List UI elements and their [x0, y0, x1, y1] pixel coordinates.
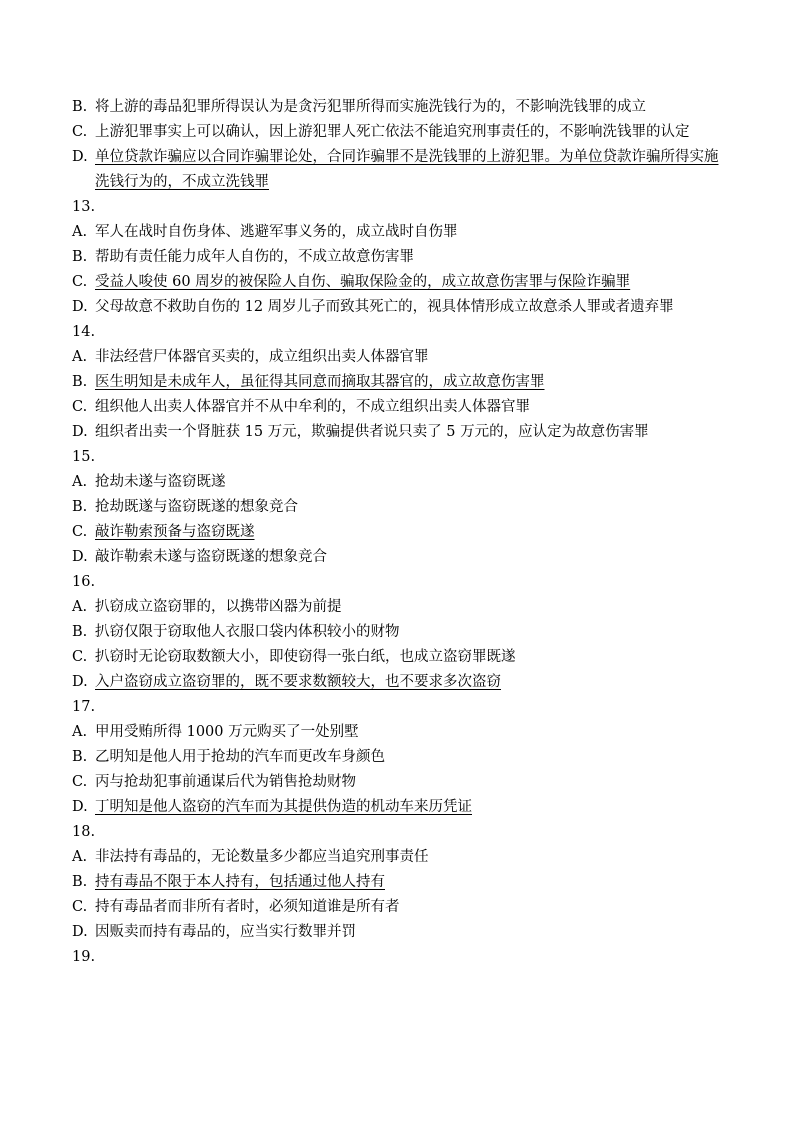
answer-option [72, 295, 728, 320]
answer-option [72, 595, 728, 620]
answer-option [72, 670, 728, 695]
option-text: 帮助有责任能力成年人自伤的，不成立故意伤害罪 [95, 249, 414, 265]
option-text: 抢劫未遂与盗窃既遂 [95, 474, 226, 490]
option-letter: C. [72, 649, 88, 665]
option-letter: B. [72, 749, 88, 765]
option-letter: D. [72, 674, 88, 690]
answer-option [72, 870, 728, 895]
option-text-underlined: 敲诈勒索预备与盗窃既遂 [95, 524, 255, 540]
answer-option [72, 245, 728, 270]
answer-option [72, 145, 728, 195]
question-number: 13. [72, 199, 96, 215]
option-letter: C. [72, 399, 88, 415]
option-text: 扒窃仅限于窃取他人衣服口袋内体积较小的财物 [95, 624, 400, 640]
question-number: 18. [72, 824, 96, 840]
option-text-underlined: 丁明知是他人盗窃的汽车而为其提供伪造的机动车来历凭证 [95, 799, 472, 815]
answer-option [72, 645, 728, 670]
option-text: 组织者出卖一个肾脏获 15 万元，欺骗提供者说只卖了 5 万元的，应认定为故意伤害罪 [95, 424, 649, 440]
option-text-underlined: 入户盗窃成立盗窃罪的，既不要求数额较大，也不要求多次盗窃 [95, 674, 501, 690]
option-text: 敲诈勒索未遂与盗窃既遂的想象竞合 [95, 549, 327, 565]
answer-option [72, 545, 728, 570]
answer-option [72, 395, 728, 420]
option-text: 扒窃时无论窃取数额大小，即使窃得一张白纸，也成立盗窃罪既遂 [95, 649, 516, 665]
option-letter: B. [72, 624, 88, 640]
answer-option [72, 220, 728, 245]
option-text: 将上游的毒品犯罪所得误认为是贪污犯罪所得而实施洗钱行为的，不影响洗钱罪的成立 [95, 99, 646, 115]
option-text-underlined: 医生明知是未成年人，虽征得其同意而摘取其器官的，成立故意伤害罪 [95, 374, 545, 390]
option-letter: B. [72, 374, 88, 390]
option-text: 甲用受贿所得 1000 万元购买了一处别墅 [95, 724, 359, 740]
answer-option [72, 745, 728, 770]
option-text: 非法经营尸体器官买卖的，成立组织出卖人体器官罪 [95, 349, 429, 365]
option-text: 抢劫既遂与盗窃既遂的想象竞合 [95, 499, 298, 515]
question-number: 15. [72, 449, 96, 465]
option-text: 持有毒品者而非所有者时，必须知道谁是所有者 [95, 899, 400, 915]
answer-option [72, 270, 728, 295]
answer-option [72, 95, 728, 120]
answer-option [72, 520, 728, 545]
option-letter: A. [72, 349, 88, 365]
answer-option [72, 920, 728, 945]
option-letter: B. [72, 99, 88, 115]
option-letter: D. [72, 299, 88, 315]
option-letter: A. [72, 849, 88, 865]
option-text: 因贩卖而持有毒品的，应当实行数罪并罚 [95, 924, 356, 940]
option-letter: C. [72, 524, 88, 540]
option-letter: D. [72, 924, 88, 940]
option-letter: D. [72, 799, 88, 815]
answer-option [72, 470, 728, 495]
option-text: 扒窃成立盗窃罪的，以携带凶器为前提 [95, 599, 342, 615]
option-letter: D. [72, 149, 88, 165]
answer-option [72, 120, 728, 145]
answer-option [72, 345, 728, 370]
option-text: 乙明知是他人用于抢劫的汽车而更改车身颜色 [95, 749, 385, 765]
answer-option [72, 370, 728, 395]
option-text: 上游犯罪事实上可以确认，因上游犯罪人死亡依法不能追究刑事责任的，不影响洗钱罪的认定 [95, 124, 690, 140]
option-text: 非法持有毒品的，无论数量多少都应当追究刑事责任 [95, 849, 429, 865]
option-letter: C. [72, 274, 88, 290]
option-text: 组织他人出卖人体器官并不从中牟利的，不成立组织出卖人体器官罪 [95, 399, 530, 415]
option-letter: C. [72, 774, 88, 790]
answer-option [72, 420, 728, 445]
option-letter: A. [72, 724, 88, 740]
answer-option [72, 895, 728, 920]
option-letter: C. [72, 899, 88, 915]
question-list [72, 95, 728, 970]
answer-option [72, 495, 728, 520]
question-number: 14. [72, 324, 96, 340]
option-letter: C. [72, 124, 88, 140]
answer-option [72, 620, 728, 645]
question-number: 17. [72, 699, 96, 715]
option-text: 军人在战时自伤身体、逃避军事义务的，成立战时自伤罪 [95, 224, 458, 240]
option-text-underlined: 单位贷款诈骗应以合同诈骗罪论处，合同诈骗罪不是洗钱罪的上游犯罪。为单位贷款诈骗所得实施洗钱行为的，不成立洗钱罪 [95, 149, 719, 190]
answer-option [72, 795, 728, 820]
option-letter: D. [72, 549, 88, 565]
option-text-underlined: 受益人唆使 60 周岁的被保险人自伤、骗取保险金的，成立故意伤害罪与保险诈骗罪 [95, 274, 631, 290]
option-letter: A. [72, 599, 88, 615]
answer-option [72, 770, 728, 795]
option-text: 丙与抢劫犯事前通谋后代为销售抢劫财物 [95, 774, 356, 790]
option-letter: B. [72, 499, 88, 515]
question-number: 16. [72, 574, 96, 590]
option-letter: A. [72, 224, 88, 240]
option-letter: D. [72, 424, 88, 440]
answer-option [72, 845, 728, 870]
option-letter: B. [72, 249, 88, 265]
answer-option [72, 720, 728, 745]
option-text-underlined: 持有毒品不限于本人持有，包括通过他人持有 [95, 874, 385, 890]
option-text: 父母故意不救助自伤的 12 周岁儿子而致其死亡的，视具体情形成立故意杀人罪或者遗弃罪 [95, 299, 674, 315]
option-letter: A. [72, 474, 88, 490]
option-letter: B. [72, 874, 88, 890]
question-number: 19. [72, 949, 96, 965]
